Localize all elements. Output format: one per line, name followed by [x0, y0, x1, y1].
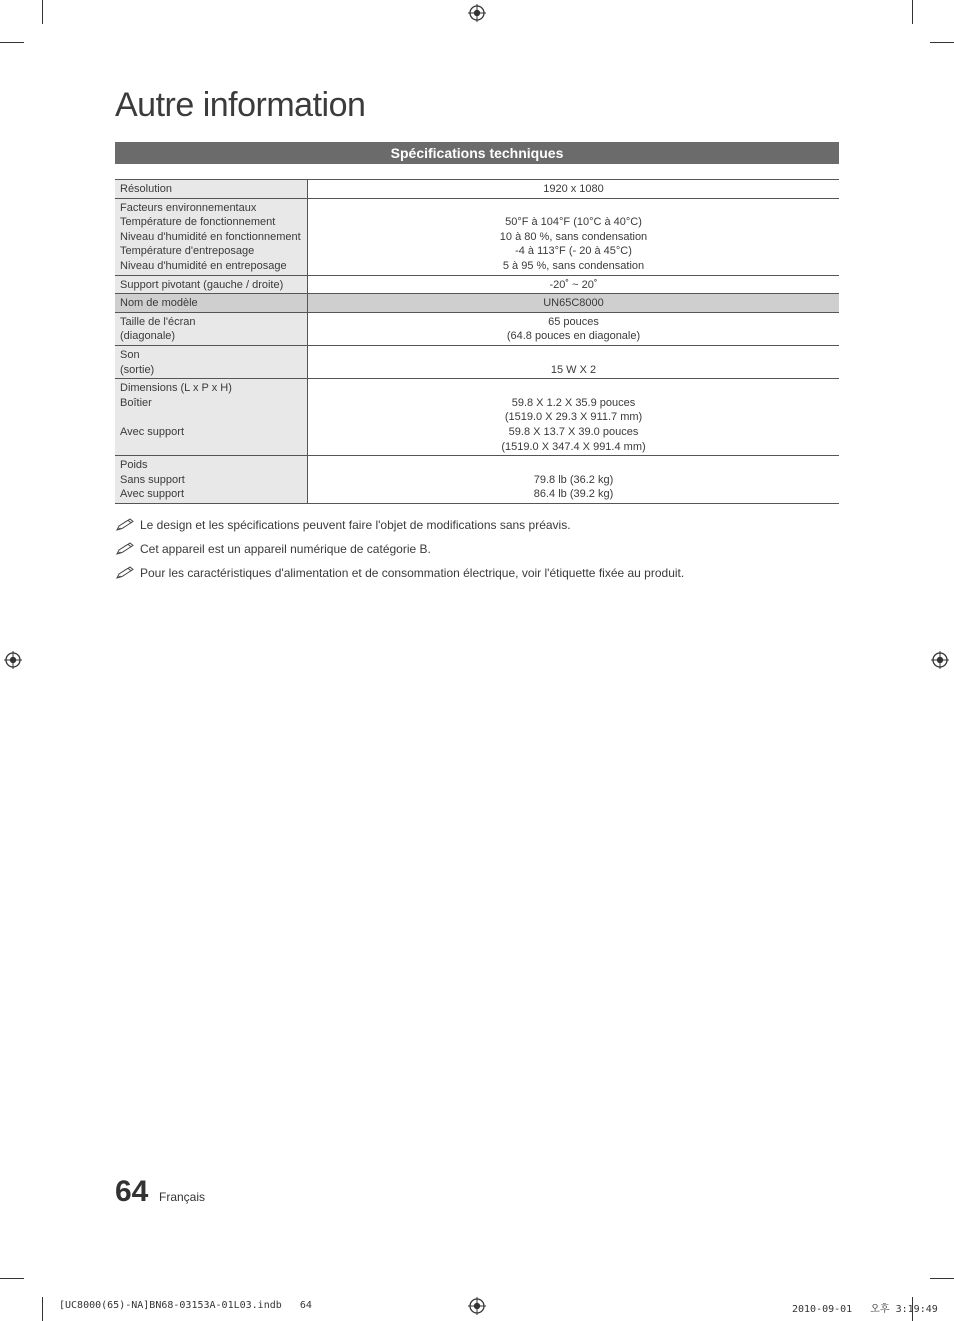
spec-value: 59.8 X 13.7 X 39.0 pouces — [508, 425, 639, 438]
spec-value: 5 à 95 %, sans condensation — [502, 259, 645, 272]
spec-value-cell — [308, 198, 840, 275]
spec-label: (sortie) — [120, 363, 155, 376]
spacer — [313, 201, 834, 216]
spec-row — [115, 456, 839, 504]
spec-table — [115, 179, 839, 504]
spec-label-cell — [115, 456, 308, 504]
spec-label: Niveau d'humidité en fonctionnement — [120, 230, 301, 243]
notes-list — [115, 518, 839, 590]
page-title: Autre information — [115, 86, 366, 124]
page-language: Français — [159, 1190, 206, 1204]
spec-label: Niveau d'humidité en entreposage — [120, 259, 287, 272]
spec-value: 50°F à 104°F (10°C à 40°C) — [505, 216, 642, 229]
registration-mark-icon — [931, 651, 949, 669]
note-item — [115, 518, 839, 542]
crop-mark — [912, 0, 913, 24]
spec-value: 1920 x 1080 — [543, 183, 604, 195]
spec-value-cell — [308, 456, 840, 504]
spec-label-cell — [115, 345, 308, 378]
spec-value: -20˚ ~ 20˚ — [549, 278, 598, 291]
spec-value-cell — [308, 379, 840, 456]
crop-mark — [42, 1297, 43, 1321]
spec-label: Température d'entreposage — [120, 245, 255, 258]
spec-value: (1519.0 X 29.3 X 911.7 mm) — [504, 411, 643, 424]
spec-label: Dimensions (L x P x H) — [120, 382, 232, 395]
spec-label: Poids — [120, 459, 148, 472]
section-title: Spécifications techniques — [115, 142, 839, 164]
note-text: Pour les caractéristiques d'alimentation et de consommation électrique, voir l'étiquette fixée au produit. — [140, 566, 685, 580]
spec-label: Température de fonctionnement — [120, 216, 276, 229]
spec-label-cell — [115, 198, 308, 275]
spec-value-cell — [308, 312, 840, 345]
registration-mark-icon — [468, 1297, 486, 1315]
spec-label: Avec support — [120, 488, 185, 501]
spec-value: UN65C8000 — [543, 297, 604, 310]
spec-value: -4 à 113°F (- 20 à 45°C) — [515, 245, 632, 258]
spec-label: Boîtier — [120, 396, 152, 409]
spec-label: Nom de modèle — [120, 297, 198, 310]
spec-row — [115, 379, 839, 456]
spec-label-cell — [115, 379, 308, 456]
spec-value: 79.8 lb (36.2 kg) — [533, 473, 614, 486]
spacer — [120, 440, 302, 455]
crop-mark — [42, 0, 43, 24]
spec-label: Taille de l'écran — [120, 315, 196, 328]
spec-row — [115, 345, 839, 378]
spec-value-cell — [308, 275, 840, 294]
spec-value: 86.4 lb (39.2 kg) — [533, 488, 614, 501]
registration-mark-icon — [468, 4, 486, 22]
spec-row — [115, 294, 839, 313]
spec-label: Avec support — [120, 425, 185, 438]
spec-label: Support pivotant (gauche / droite) — [120, 278, 284, 291]
spacer — [313, 458, 834, 473]
crop-mark — [0, 42, 24, 43]
spec-label: Son — [120, 348, 140, 361]
spec-value: 65 pouces — [548, 315, 599, 328]
spec-label: Sans support — [120, 473, 185, 486]
spec-value: (64.8 pouces en diagonale) — [506, 330, 641, 343]
spec-row — [115, 180, 839, 199]
spec-value: (1519.0 X 347.4 X 991.4 mm) — [501, 440, 646, 453]
spec-label-cell — [115, 312, 308, 345]
note-item — [115, 566, 839, 590]
spec-label: Facteurs environnementaux — [120, 201, 257, 214]
spec-value-cell — [308, 180, 840, 199]
crop-mark — [930, 1278, 954, 1279]
crop-mark — [930, 42, 954, 43]
spec-label-cell — [115, 180, 308, 199]
spacer — [120, 410, 302, 425]
crop-mark — [0, 1278, 24, 1279]
note-item — [115, 542, 839, 566]
spec-value: 10 à 80 %, sans condensation — [499, 230, 648, 243]
note-text: Cet appareil est un appareil numérique de catégorie B. — [140, 542, 431, 556]
spec-label-cell — [115, 275, 308, 294]
print-slug-date: 2010-09-01 오후 3:19:49 — [792, 1304, 938, 1315]
spacer — [313, 381, 834, 396]
pencil-note-icon — [115, 542, 135, 556]
spec-value-cell — [308, 345, 840, 378]
spec-value: 59.8 X 1.2 X 35.9 pouces — [511, 396, 636, 409]
spec-label: (diagonale) — [120, 330, 176, 343]
spec-label-cell — [115, 294, 308, 313]
registration-mark-icon — [4, 651, 22, 669]
spec-row — [115, 312, 839, 345]
pencil-note-icon — [115, 566, 135, 580]
spec-label: Résolution — [120, 183, 172, 195]
spec-row — [115, 275, 839, 294]
spec-value: 15 W X 2 — [550, 363, 597, 376]
spacer — [313, 348, 834, 363]
spec-row — [115, 198, 839, 275]
note-text: Le design et les spécifications peuvent faire l'objet de modifications sans préavis. — [140, 518, 571, 532]
pencil-note-icon — [115, 518, 135, 532]
print-slug-file: [UC8000(65)-NA]BN68-03153A-01L03.indb 64 — [59, 1300, 312, 1311]
spec-value-cell — [308, 294, 840, 313]
page-number: 64 — [115, 1175, 149, 1208]
